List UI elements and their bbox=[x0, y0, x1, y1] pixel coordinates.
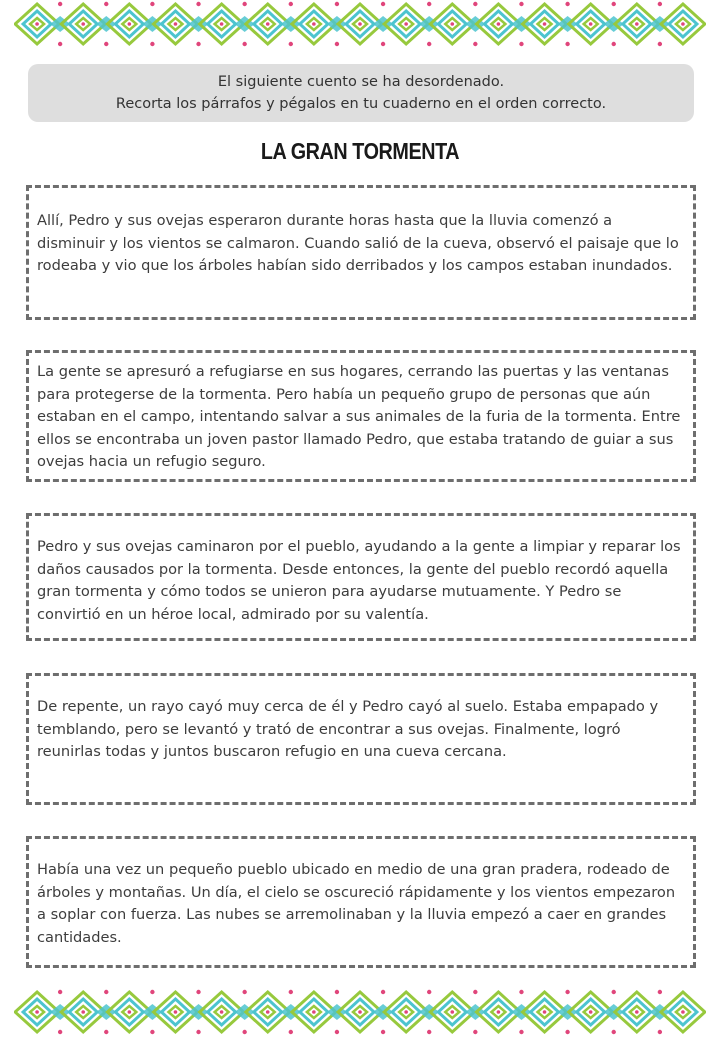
pink-dot bbox=[381, 2, 385, 6]
pink-dot bbox=[612, 1030, 616, 1034]
instructions-line-2: Recorta los párrafos y pégalos en tu cuaderno en el orden correcto. bbox=[115, 96, 607, 112]
pink-dot bbox=[289, 2, 293, 6]
instructions-box bbox=[28, 64, 694, 122]
pink-dot bbox=[196, 42, 200, 46]
paragraph-text: Había una vez un pequeño pueblo ubicado en medio de una gran pradera, rodeado de árboles y montañas. Un día, el cielo se oscureció rápidamente y los vientos empezaron a soplar con fuerza. Las nubes se arremolinaban y la lluvia empezó a caer en grandes cantidades. bbox=[37, 861, 676, 946]
pink-dot bbox=[381, 1030, 385, 1034]
pink-dot bbox=[289, 990, 293, 994]
pink-dot bbox=[473, 1030, 477, 1034]
decorative-border-bottom bbox=[14, 988, 706, 1036]
paragraph-text: La gente se apresuró a refugiarse en sus hogares, cerrando las puertas y las ventanas para protegerse de la tormenta. Pero había un pequeño grupo de personas que aún estaban en el campo, intentando salvar a sus animales de la furia de la tormenta. Entre ellos se encontraba un joven pastor llamado Pedro, que estaba tratando de guiar a sus ovejas hacia un refugio seguro. bbox=[37, 363, 681, 470]
pink-dot bbox=[565, 1030, 569, 1034]
pink-dot bbox=[658, 42, 662, 46]
pink-dot bbox=[427, 1030, 431, 1034]
pink-dot bbox=[335, 990, 339, 994]
pink-dot bbox=[335, 2, 339, 6]
pink-dot bbox=[196, 1030, 200, 1034]
pink-dot bbox=[150, 990, 154, 994]
pink-dot bbox=[150, 2, 154, 6]
pink-dot bbox=[242, 990, 246, 994]
pink-dot bbox=[104, 42, 108, 46]
pink-dot bbox=[381, 990, 385, 994]
pink-dot bbox=[58, 2, 62, 6]
pink-dot bbox=[519, 2, 523, 6]
pink-dot bbox=[242, 2, 246, 6]
pink-dot bbox=[150, 1030, 154, 1034]
pink-dot bbox=[565, 2, 569, 6]
paragraph-text: Pedro y sus ovejas caminaron por el pueblo, ayudando a la gente a limpiar y reparar los daños causados por la tormenta. Desde entonces, la gente del pueblo recordó aquella gran tormenta y cómo todos se unieron para ayudarse mutuamente. Y Pedro se convirtió en un héroe local, admirado por su valentía. bbox=[37, 538, 681, 623]
pink-dot bbox=[289, 1030, 293, 1034]
pink-dot bbox=[427, 990, 431, 994]
pink-dot bbox=[104, 2, 108, 6]
pink-dot bbox=[58, 990, 62, 994]
pink-dot bbox=[658, 990, 662, 994]
instructions-line-1: El siguiente cuento se ha desordenado. bbox=[217, 74, 505, 90]
paragraph-card bbox=[26, 673, 696, 805]
pink-dot bbox=[612, 990, 616, 994]
pink-dot bbox=[289, 42, 293, 46]
decorative-border-top bbox=[14, 0, 706, 48]
pink-dot bbox=[196, 990, 200, 994]
pink-dot bbox=[427, 2, 431, 6]
pink-dot bbox=[242, 42, 246, 46]
pink-dot bbox=[335, 42, 339, 46]
story-title: LA GRAN TORMENTA bbox=[260, 138, 460, 164]
pink-dot bbox=[565, 990, 569, 994]
pink-dot bbox=[150, 42, 154, 46]
pink-dot bbox=[565, 42, 569, 46]
pink-dot bbox=[473, 42, 477, 46]
pink-dot bbox=[104, 990, 108, 994]
pink-dot bbox=[473, 990, 477, 994]
pink-dot bbox=[427, 42, 431, 46]
paragraph-text: De repente, un rayo cayó muy cerca de él y Pedro cayó al suelo. Estaba empapado y temblando, pero se levantó y trató de encontrar a sus ovejas. Finalmente, logró reunirlas todas y juntos buscaron refugio en una cueva cercana. bbox=[37, 698, 659, 760]
pink-dot bbox=[58, 1030, 62, 1034]
pink-dot bbox=[242, 1030, 246, 1034]
pink-dot bbox=[658, 2, 662, 6]
pink-dot bbox=[473, 2, 477, 6]
pink-dot bbox=[196, 2, 200, 6]
pink-dot bbox=[104, 1030, 108, 1034]
pink-dot bbox=[519, 990, 523, 994]
pink-dot bbox=[381, 42, 385, 46]
pink-dot bbox=[658, 1030, 662, 1034]
paragraph-card bbox=[26, 185, 696, 320]
paragraph-card bbox=[26, 513, 696, 641]
pink-dot bbox=[519, 1030, 523, 1034]
pink-dot bbox=[335, 1030, 339, 1034]
paragraph-card bbox=[26, 350, 696, 482]
paragraph-card bbox=[26, 836, 696, 968]
pink-dot bbox=[612, 42, 616, 46]
diamond-ornament bbox=[661, 4, 705, 44]
pink-dot bbox=[519, 42, 523, 46]
pink-dot bbox=[612, 2, 616, 6]
pink-dot bbox=[58, 42, 62, 46]
paragraph-text: Allí, Pedro y sus ovejas esperaron durante horas hasta que la lluvia comenzó a disminuir y los vientos se calmaron. Cuando salió de la cueva, observó el paisaje que lo rodeaba y vio que los árboles habían sido derribados y los campos estaban inundados. bbox=[37, 212, 679, 274]
diamond-ornament bbox=[661, 992, 705, 1032]
